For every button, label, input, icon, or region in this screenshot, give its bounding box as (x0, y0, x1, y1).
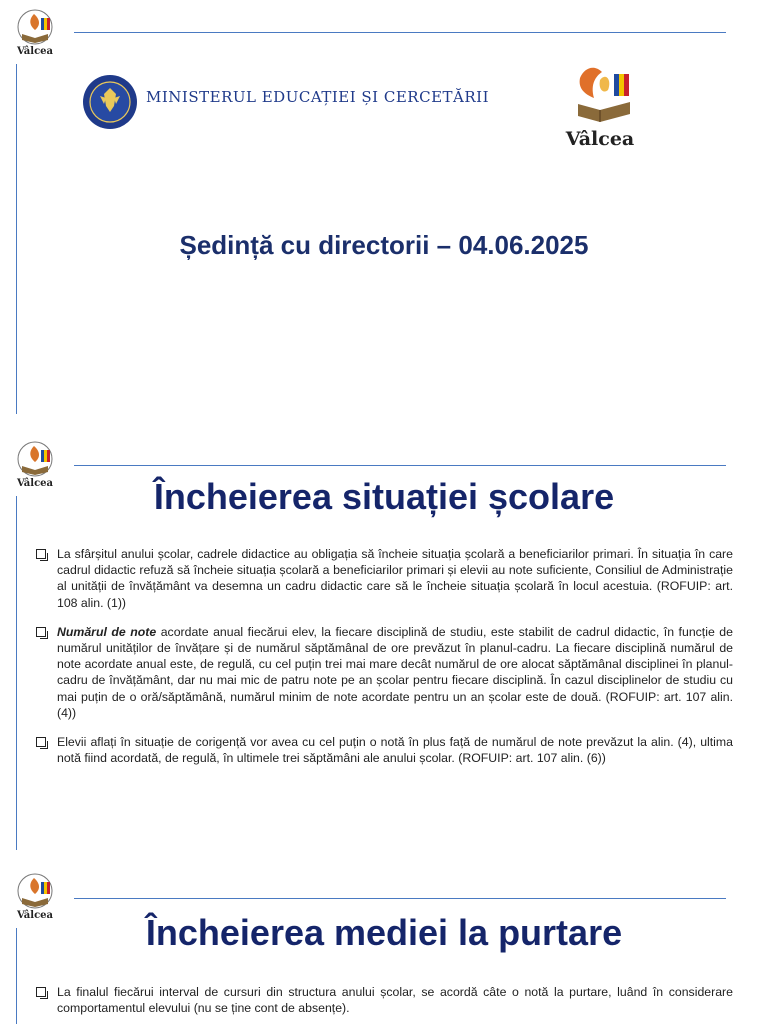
bullet-item (36, 984, 733, 1016)
meeting-title: Ședință cu directorii – 04.06.2025 (179, 230, 589, 260)
checkbox-bullet-icon (36, 549, 46, 559)
slide-3 (0, 864, 768, 1024)
government-seal-icon (82, 74, 138, 130)
slide-2 (0, 432, 768, 852)
isj-valcea-logo (550, 50, 650, 150)
slide-2-title: Încheierea situației școlare (153, 476, 615, 517)
checkbox-bullet-icon (36, 627, 46, 637)
logo-text: Vâlcea (16, 910, 54, 921)
checkbox-bullet-icon (36, 737, 46, 747)
bullet-text: acordate anual fiecărui elev, la fiecare disciplină de studiu, este stabilit de cadrul didactic, în funcție de numărul unităților de învățare și de numărul săptămânal de ore prevăzut în planul-cadru. La fiecare disciplină numărul de note acordate anual este, de regulă, cu cel puțin trei mai mare decât numărul de ore alocat săptămânal disciplinei în planul-cadru de învățământ, dar nu mai mic de patru note pe an școlar pentru fiecare disciplină. În cazul disciplinelor de studiu cu mai puțin de o oră/săptămână, numărul minim de note acordate pentru un an școlar este de două. (ROFUIP: art. 107 alin. (4)) (57, 624, 733, 720)
top-rule (74, 465, 726, 466)
slide-3-title: Încheierea mediei la purtare (145, 912, 623, 953)
bullet-item (36, 734, 733, 766)
bullet-text: La sfârșitul anului școlar, cadrele didactice au obligația să încheie situația școlară a beneficiarilor primari. În situația în care cadrul didactic refuză să încheie situația școlară a beneficiarilor primari și elevii au note suficiente, Consiliul de Administrație al unității de învățământ va desemna un cadru didactic care să le încheie situația școlară în locul acestuia. (ROFUIP: art. 108 alin. (1)) (57, 547, 733, 610)
isj-logo-small (10, 6, 60, 58)
bullet-lead: Numărul de note (57, 624, 157, 639)
checkbox-bullet-icon (36, 987, 46, 997)
left-rule (16, 496, 17, 850)
slide-1 (0, 0, 768, 420)
ministry-name: MINISTERUL EDUCAȚIEI ȘI CERCETĂRII (146, 88, 490, 106)
logo-text-large: Vâlcea (565, 128, 635, 150)
bullet-list (36, 984, 733, 1024)
bullet-item (36, 546, 733, 611)
top-rule (74, 32, 726, 33)
bullet-item (36, 624, 733, 721)
bullet-list (36, 546, 733, 779)
bullet-text: La finalul fiecărui interval de cursuri din structura anului școlar, se acordă câte o notă la purtare, luând în considerare comportamentul elevului (nu se ține cont de absențe). (57, 985, 733, 1016)
bullet-text: Elevii aflați în situație de corigență vor avea cu cel puțin o notă în plus față de numărul de note prevăzut la alin. (4), ultima notă fiind acordată, de regulă, în ultimele trei săptămâni ale anului școlar. (ROFUIP: art. 107 alin. (6)) (57, 735, 733, 766)
top-rule (74, 898, 726, 899)
logo-text: Vâlcea (16, 478, 54, 489)
logo-text: Vâlcea (16, 46, 54, 57)
